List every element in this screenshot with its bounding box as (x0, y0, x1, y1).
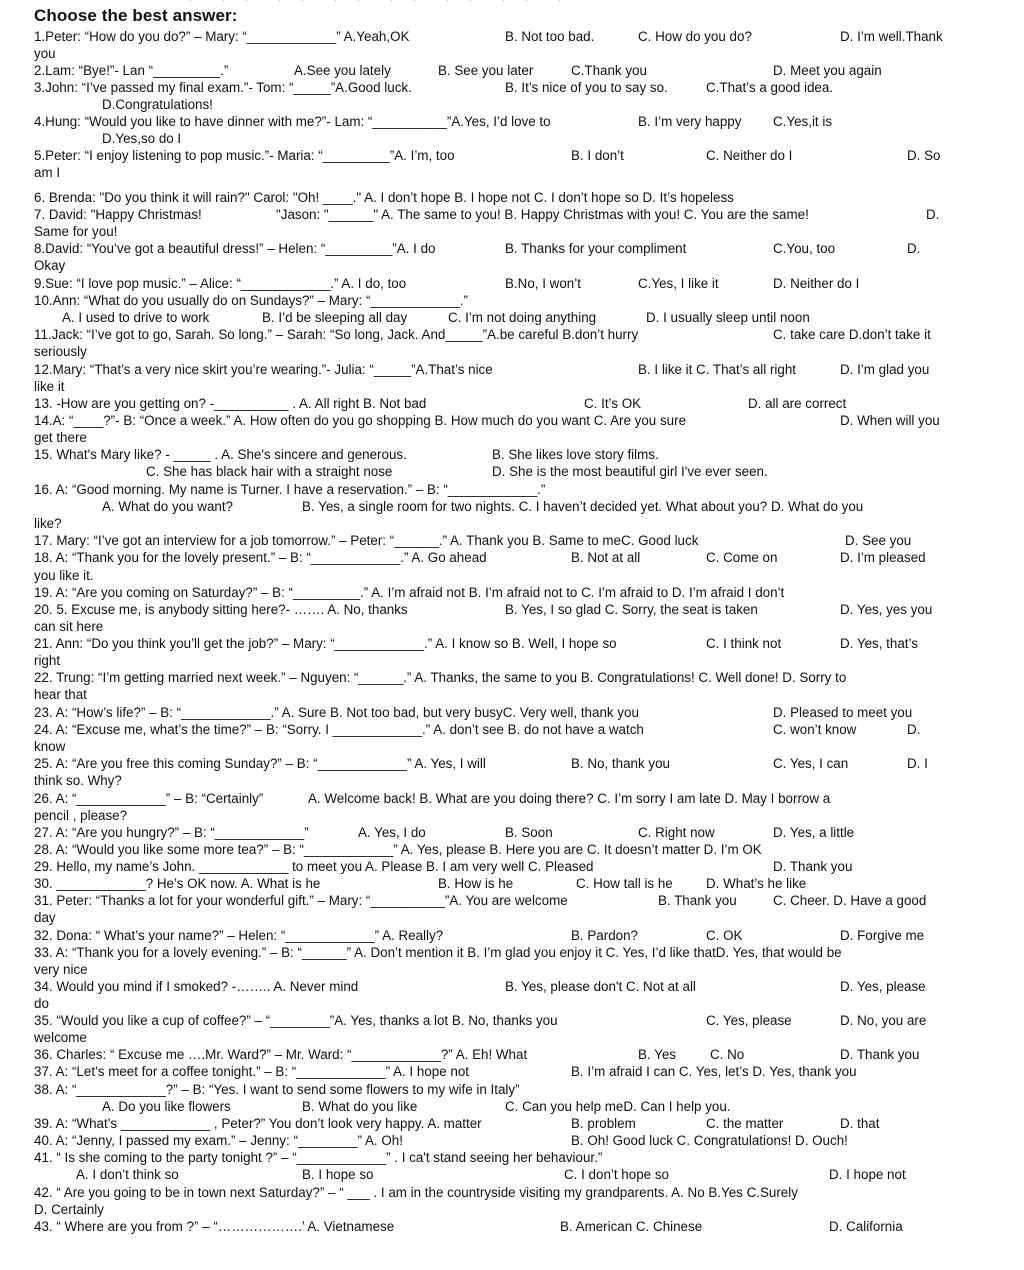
answer-option: D. Thank you (773, 859, 853, 874)
question-line (0, 309, 1024, 326)
answer-option: A.See you lately (294, 63, 391, 78)
answer-option: B. Thanks for your compliment (505, 241, 687, 256)
answer-option: D. What’s he like (706, 876, 807, 891)
question-line (0, 995, 1024, 1012)
question-line (0, 343, 1024, 360)
question-text: 14.A: “____?”- B: “Once a week.” A. How often do you go shopping B. How much do you want C. Are you sure (34, 413, 687, 428)
question-line (0, 669, 1024, 686)
answer-option: B. problem (571, 1116, 636, 1131)
answer-option: B. See you later (438, 63, 534, 78)
question-line (0, 1029, 1024, 1046)
question-line (0, 841, 1024, 858)
answer-option: D. Meet you again (773, 63, 882, 78)
question-line (0, 807, 1024, 824)
question-text: 21. Ann: “Do you think you’ll get the job?” – Mary: “____________.” A. I know so B. Well, I hope so (34, 636, 617, 651)
answer-option: B. I like it C. That’s all right (638, 362, 797, 377)
answer-option: D. California (829, 1219, 903, 1234)
answer-option: C. I think not (706, 636, 782, 651)
answer-option: C. I don’t hope so (564, 1167, 669, 1182)
question-line (0, 704, 1024, 721)
answer-option: C. Come on (706, 550, 778, 565)
question-line (0, 206, 1024, 223)
question-line (0, 961, 1024, 978)
answer-option: D. Forgive me (840, 928, 925, 943)
question-text: 9.Sue: “I love pop music.” – Alice: “____________.” A. I do, too (34, 276, 407, 291)
question-text: 31. Peter: “Thanks a lot for your wonderful gift.” – Mary: “__________”A. You are welcome (34, 893, 568, 908)
question-text: seriously (34, 344, 87, 359)
question-text: 34. Would you mind if I smoked? -…….. A. Never mind (34, 979, 359, 994)
question-text: 30. ____________? He’s OK now. A. What is he (34, 876, 321, 891)
question-line (0, 738, 1024, 755)
question-text: 39. A: “What’s ____________ , Peter?” You don’t look very happy. A. matter (34, 1116, 482, 1131)
answer-option: B. Yes (638, 1047, 676, 1062)
answer-option: C.Yes,it is (773, 114, 833, 129)
question-line (0, 790, 1024, 807)
question-line (0, 481, 1024, 498)
question-text: A. Do you like flowers (102, 1099, 231, 1114)
answer-option: D. She is the most beautiful girl I've ever seen. (492, 464, 768, 479)
question-text: 26. A: “____________” – B: “Certainly” (34, 791, 264, 806)
question-text: like it (34, 379, 65, 394)
question-line (0, 79, 1024, 96)
question-line (0, 532, 1024, 549)
question-text: pencil , please? (34, 808, 128, 823)
question-line (0, 1046, 1024, 1063)
answer-option: B.No, I won’t (505, 276, 581, 291)
answer-option: B. Pardon? (571, 928, 638, 943)
question-text: 38. A: “____________?” – B: “Yes. I want to send some flowers to my wife in Italy” (34, 1082, 520, 1097)
answer-option: D. that (840, 1116, 880, 1131)
question-text: right (34, 653, 61, 668)
answer-option: D. (907, 722, 921, 737)
question-line (0, 892, 1024, 909)
question-text: 35. “Would you like a cup of coffee?” – “________”A. Yes, thanks a lot B. No, thanks you (34, 1013, 558, 1028)
answer-option: C. How tall is he (576, 876, 673, 891)
answer-option: B. American C. Chinese (560, 1219, 703, 1234)
answer-option: C. Right now (638, 825, 715, 840)
question-text: get there (34, 430, 87, 445)
answer-option: D. I usually sleep until noon (646, 310, 810, 325)
question-text: 23. A: “How’s life?” – B: “____________.” A. Sure B. Not too bad, but very busyC. Very well, thank you (34, 705, 639, 720)
question-line (0, 515, 1024, 532)
answer-option: A. Welcome back! B. What are you doing there? C. I’m sorry I am late D. May I borrow a (308, 791, 831, 806)
answer-option: D. Pleased to meet you (773, 705, 913, 720)
question-line (0, 361, 1024, 378)
question-text: hear that (34, 687, 87, 702)
answer-option: B. Not too bad. (505, 29, 595, 44)
question-line (0, 113, 1024, 130)
answer-option: D. I (907, 756, 928, 771)
question-line (0, 45, 1024, 62)
question-line (0, 1012, 1024, 1029)
question-text: C. She has black hair with a straight nose (146, 464, 393, 479)
question-text: you like it. (34, 568, 94, 583)
worksheet-title: Choose the best answer: (34, 6, 238, 25)
question-line (0, 584, 1024, 601)
question-line (0, 858, 1024, 875)
answer-option: A. Yes, I do (358, 825, 426, 840)
answer-option: D. Thank you (840, 1047, 920, 1062)
answer-option: C.That’s a good idea. (706, 80, 834, 95)
question-text: do (34, 996, 49, 1011)
question-text: 5.Peter: “I enjoy listening to pop music.”- Maria: “_________”A. I’m, too (34, 148, 455, 163)
question-line (0, 28, 1024, 45)
answer-option: "Jason: "______" A. The same to you! B. Happy Christmas with you! C. You are the same! (276, 207, 809, 222)
answer-option: D. I hope not (829, 1167, 906, 1182)
answer-option: B. No, thank you (571, 756, 670, 771)
answer-option: C. won’t know (773, 722, 857, 737)
question-text: 37. A: “Let’s meet for a coffee tonight.” – B: “____________” A. I hope not (34, 1064, 469, 1079)
question-line (0, 240, 1024, 257)
question-text: very nice (34, 962, 88, 977)
answer-option: B. Soon (505, 825, 553, 840)
question-text: A. I don’t think so (76, 1167, 179, 1182)
question-line (0, 257, 1024, 274)
question-text: 10.Ann: “What do you usually do on Sundays?” – Mary: “____________.” (34, 293, 468, 308)
question-line (0, 875, 1024, 892)
answer-option: C.Thank you (571, 63, 647, 78)
question-text: 29. Hello, my name’s John. ____________ to meet you A. Please B. I am very well C. Pleased (34, 859, 594, 874)
question-text: Same for you! (34, 224, 118, 239)
question-line (0, 686, 1024, 703)
answer-option: C. No (710, 1047, 745, 1062)
answer-option: B. Not at all (571, 550, 641, 565)
question-line (0, 927, 1024, 944)
question-text: 4.Hung: “Would you like to have dinner with me?”- Lam: “__________”A.Yes, I’d love to (34, 114, 551, 129)
question-text: 7. David: "Happy Christmas! (34, 207, 202, 222)
question-text: day (34, 910, 56, 925)
answer-option: D. No, you are (840, 1013, 927, 1028)
question-text: 41. “ Is she coming to the party tonight ?” – “____________” . I ca't stand seeing her behaviour.” (34, 1150, 603, 1165)
question-line (0, 130, 1024, 147)
question-line (0, 412, 1024, 429)
answer-option: C.You, too (773, 241, 836, 256)
question-text: 32. Dona: “ What’s your name?” – Helen: “____________” A. Really? (34, 928, 444, 943)
answer-option: D. When will you (840, 413, 940, 428)
question-line (0, 395, 1024, 412)
question-text: D. Certainly (34, 1202, 104, 1217)
question-line (0, 147, 1024, 164)
answer-option: B. Thank you (658, 893, 737, 908)
question-line (0, 429, 1024, 446)
answer-option: B. I hope so (302, 1167, 374, 1182)
question-line (0, 498, 1024, 515)
question-line (0, 1098, 1024, 1115)
question-line (0, 909, 1024, 926)
answer-option: C. OK (706, 928, 743, 943)
question-line (0, 772, 1024, 789)
answer-option: B. I’d be sleeping all day (262, 310, 408, 325)
question-line (0, 1166, 1024, 1183)
answer-option: D. So (907, 148, 941, 163)
answer-option: C. How do you do? (638, 29, 752, 44)
question-line (0, 652, 1024, 669)
question-line (0, 944, 1024, 961)
question-text: 28. A: “Would you like some more tea?” – B: “____________” A. Yes, please B. Here you are C. It doesn’t matter D. I’m OK (34, 842, 762, 857)
question-text: 3.John: “I’ve passed my final exam.”- Tom: “_____”A.Good luck. (34, 80, 412, 95)
question-text: 13. -How are you getting on? -__________ . A. All right B. Not bad (34, 396, 427, 411)
question-text: 18. A: “Thank you for the lovely present.” – B: “____________.” A. Go ahead (34, 550, 487, 565)
question-text: D.Congratulations! (102, 97, 213, 112)
question-text: D.Yes,so do I (102, 131, 182, 146)
question-text: 42. “ Are you going to be in town next Saturday?” – “ ___ . I am in the countryside visiting my grandparents. A. No B.Yes C.Surely (34, 1185, 798, 1200)
question-text: am I (34, 165, 61, 180)
question-text: A. I used to drive to work (62, 310, 210, 325)
question-text: 17. Mary: “I’ve got an interview for a job tomorrow.” – Peter: “______.” A. Thank you B. Same to meC. Good luck (34, 533, 699, 548)
question-text: 27. A: “Are you hungry?” – B: “____________” (34, 825, 309, 840)
question-text: 24. A: “Excuse me, what’s the time?” – B: “Sorry. I ____________.” A. don’t see B. do not have a watch (34, 722, 644, 737)
question-line (0, 635, 1024, 652)
answer-option: C. take care D.don’t take it (773, 327, 931, 342)
question-line (0, 1218, 1024, 1235)
question-text: you (34, 46, 56, 61)
answer-option: D. I’m well.Thank (840, 29, 943, 44)
answer-option: B. Oh! Good luck C. Congratulations! D. Ouch! (571, 1133, 848, 1148)
answer-option: B. What do you like (302, 1099, 418, 1114)
question-text: think so. Why? (34, 773, 122, 788)
question-line (0, 601, 1024, 618)
question-text: 20. 5. Excuse me, is anybody sitting here?- ……. A. No, thanks (34, 602, 408, 617)
answer-option: D. Neither do I (773, 276, 860, 291)
question-text: 43. “ Where are you from ?” – “……………….’ A. Vietnamese (34, 1219, 395, 1234)
question-text: 11.Jack: “I’ve got to go, Sarah. So long.” – Sarah: “So long, Jack. And_____”A.be careful B.don’t hurry (34, 327, 639, 342)
question-line (0, 618, 1024, 635)
question-line (0, 978, 1024, 995)
answer-option: C. Yes, please (706, 1013, 792, 1028)
question-line (0, 463, 1024, 480)
answer-option: B. Yes, a single room for two nights. C. I haven’t decided yet. What about you? D. What do you (302, 499, 864, 514)
answer-option: B. How is he (438, 876, 514, 891)
answer-option: D. Yes, that’s (840, 636, 918, 651)
question-text: 19. A: “Are you coming on Saturday?” – B: “_________.” A. I’m afraid not B. I’m afraid not to C. I’m afraid to D. I’m afraid I don’t (34, 585, 785, 600)
question-text: 25. A: “Are you free this coming Sunday?” – B: “____________” A. Yes, I will (34, 756, 486, 771)
question-text: 12.Mary: “That’s a very nice skirt you’re wearing.”- Julia: “_____”A.That’s nice (34, 362, 493, 377)
question-line (0, 164, 1024, 181)
answer-option: C. Cheer. D. Have a good (773, 893, 927, 908)
question-line (0, 446, 1024, 463)
answer-option: C. Yes, I can (773, 756, 849, 771)
question-line (0, 378, 1024, 395)
answer-option: D. (926, 207, 940, 222)
answer-option: C. It’s OK (584, 396, 642, 411)
question-text: 1.Peter: “How do you do?” – Mary: “____________” A.Yeah,OK (34, 29, 410, 44)
answer-option: C. I’m not doing anything (448, 310, 597, 325)
answer-option: B. It’s nice of you to say so. (505, 80, 668, 95)
answer-option: C. Can you help meD. Can I help you. (505, 1099, 731, 1114)
question-line (0, 275, 1024, 292)
answer-option: D. all are correct (748, 396, 847, 411)
question-line (0, 1201, 1024, 1218)
question-text: 16. A: “Good morning. My name is Turner. I have a reservation.” – B: “____________.” (34, 482, 546, 497)
question-line (0, 1115, 1024, 1132)
answer-option: B. I’m afraid I can C. Yes, let’s D. Yes, thank you (571, 1064, 857, 1079)
question-text: Okay (34, 258, 66, 273)
question-line (0, 1149, 1024, 1166)
question-line (0, 1063, 1024, 1080)
question-text: A. What do you want? (102, 499, 234, 514)
answer-option: D. Yes, please (840, 979, 926, 994)
question-text: 8.David: “You’ve got a beautiful dress!” – Helen: “_________”A. I do (34, 241, 436, 256)
answer-option: D. Yes, yes you (840, 602, 933, 617)
answer-option: D. I’m pleased (840, 550, 926, 565)
answer-option: D. See you (845, 533, 912, 548)
answer-option: C.Yes, I like it (638, 276, 719, 291)
question-line (0, 96, 1024, 113)
question-text: 40. A: “Jenny, I passed my exam.” – Jenny: “________” A. Oh! (34, 1133, 403, 1148)
answer-option: B. I don’t (571, 148, 624, 163)
question-line (0, 549, 1024, 566)
question-line (0, 1081, 1024, 1098)
question-text: can sit here (34, 619, 104, 634)
answer-option: B. Yes, please don't C. Not at all (505, 979, 696, 994)
question-line (0, 721, 1024, 738)
question-line (0, 292, 1024, 309)
question-line (0, 1184, 1024, 1201)
answer-option: B. I’m very happy (638, 114, 742, 129)
question-text: 15. What's Mary like? - _____ . A. She's sincere and generous. (34, 447, 407, 462)
question-line (0, 62, 1024, 79)
answer-option: B. She likes love story films. (492, 447, 659, 462)
question-text: 22. Trung: “I’m getting married next week.” – Nguyen: “______.” A. Thanks, the same to you B. Congratulations! C. Well done! D. Sorry to (34, 670, 847, 685)
question-text: 6. Brenda: "Do you think it will rain?" Carol: "Oh! ____." A. I don’t hope B. I hope not C. I don’t hope so D. It’s hopeless (34, 190, 734, 205)
question-text: know (34, 739, 66, 754)
question-line (0, 824, 1024, 841)
question-text: welcome (34, 1030, 87, 1045)
question-line (0, 567, 1024, 584)
answer-option: B. Yes, I so glad C. Sorry, the seat is taken (505, 602, 758, 617)
question-text: 33. A: “Thank you for a lovely evening.” – B: “______” A. Don’t mention it B. I’m glad you enjoy it C. Yes, I’d like thatD. Yes, that would be (34, 945, 842, 960)
question-line (0, 189, 1024, 206)
answer-option: D. (907, 241, 921, 256)
question-line (0, 1132, 1024, 1149)
answer-option: D. Yes, a little (773, 825, 855, 840)
question-line (0, 326, 1024, 343)
question-text: 36. Charles: “ Excuse me ….Mr. Ward?” – Mr. Ward: “____________?” A. Eh! What (34, 1047, 528, 1062)
question-line (0, 223, 1024, 240)
question-text: 2.Lam: “Bye!”- Lan “_________.” (34, 63, 229, 78)
answer-option: C. the matter (706, 1116, 784, 1131)
answer-option: D. I’m glad you (840, 362, 930, 377)
question-text: like? (34, 516, 62, 531)
question-line (0, 755, 1024, 772)
answer-option: C. Neither do I (706, 148, 793, 163)
